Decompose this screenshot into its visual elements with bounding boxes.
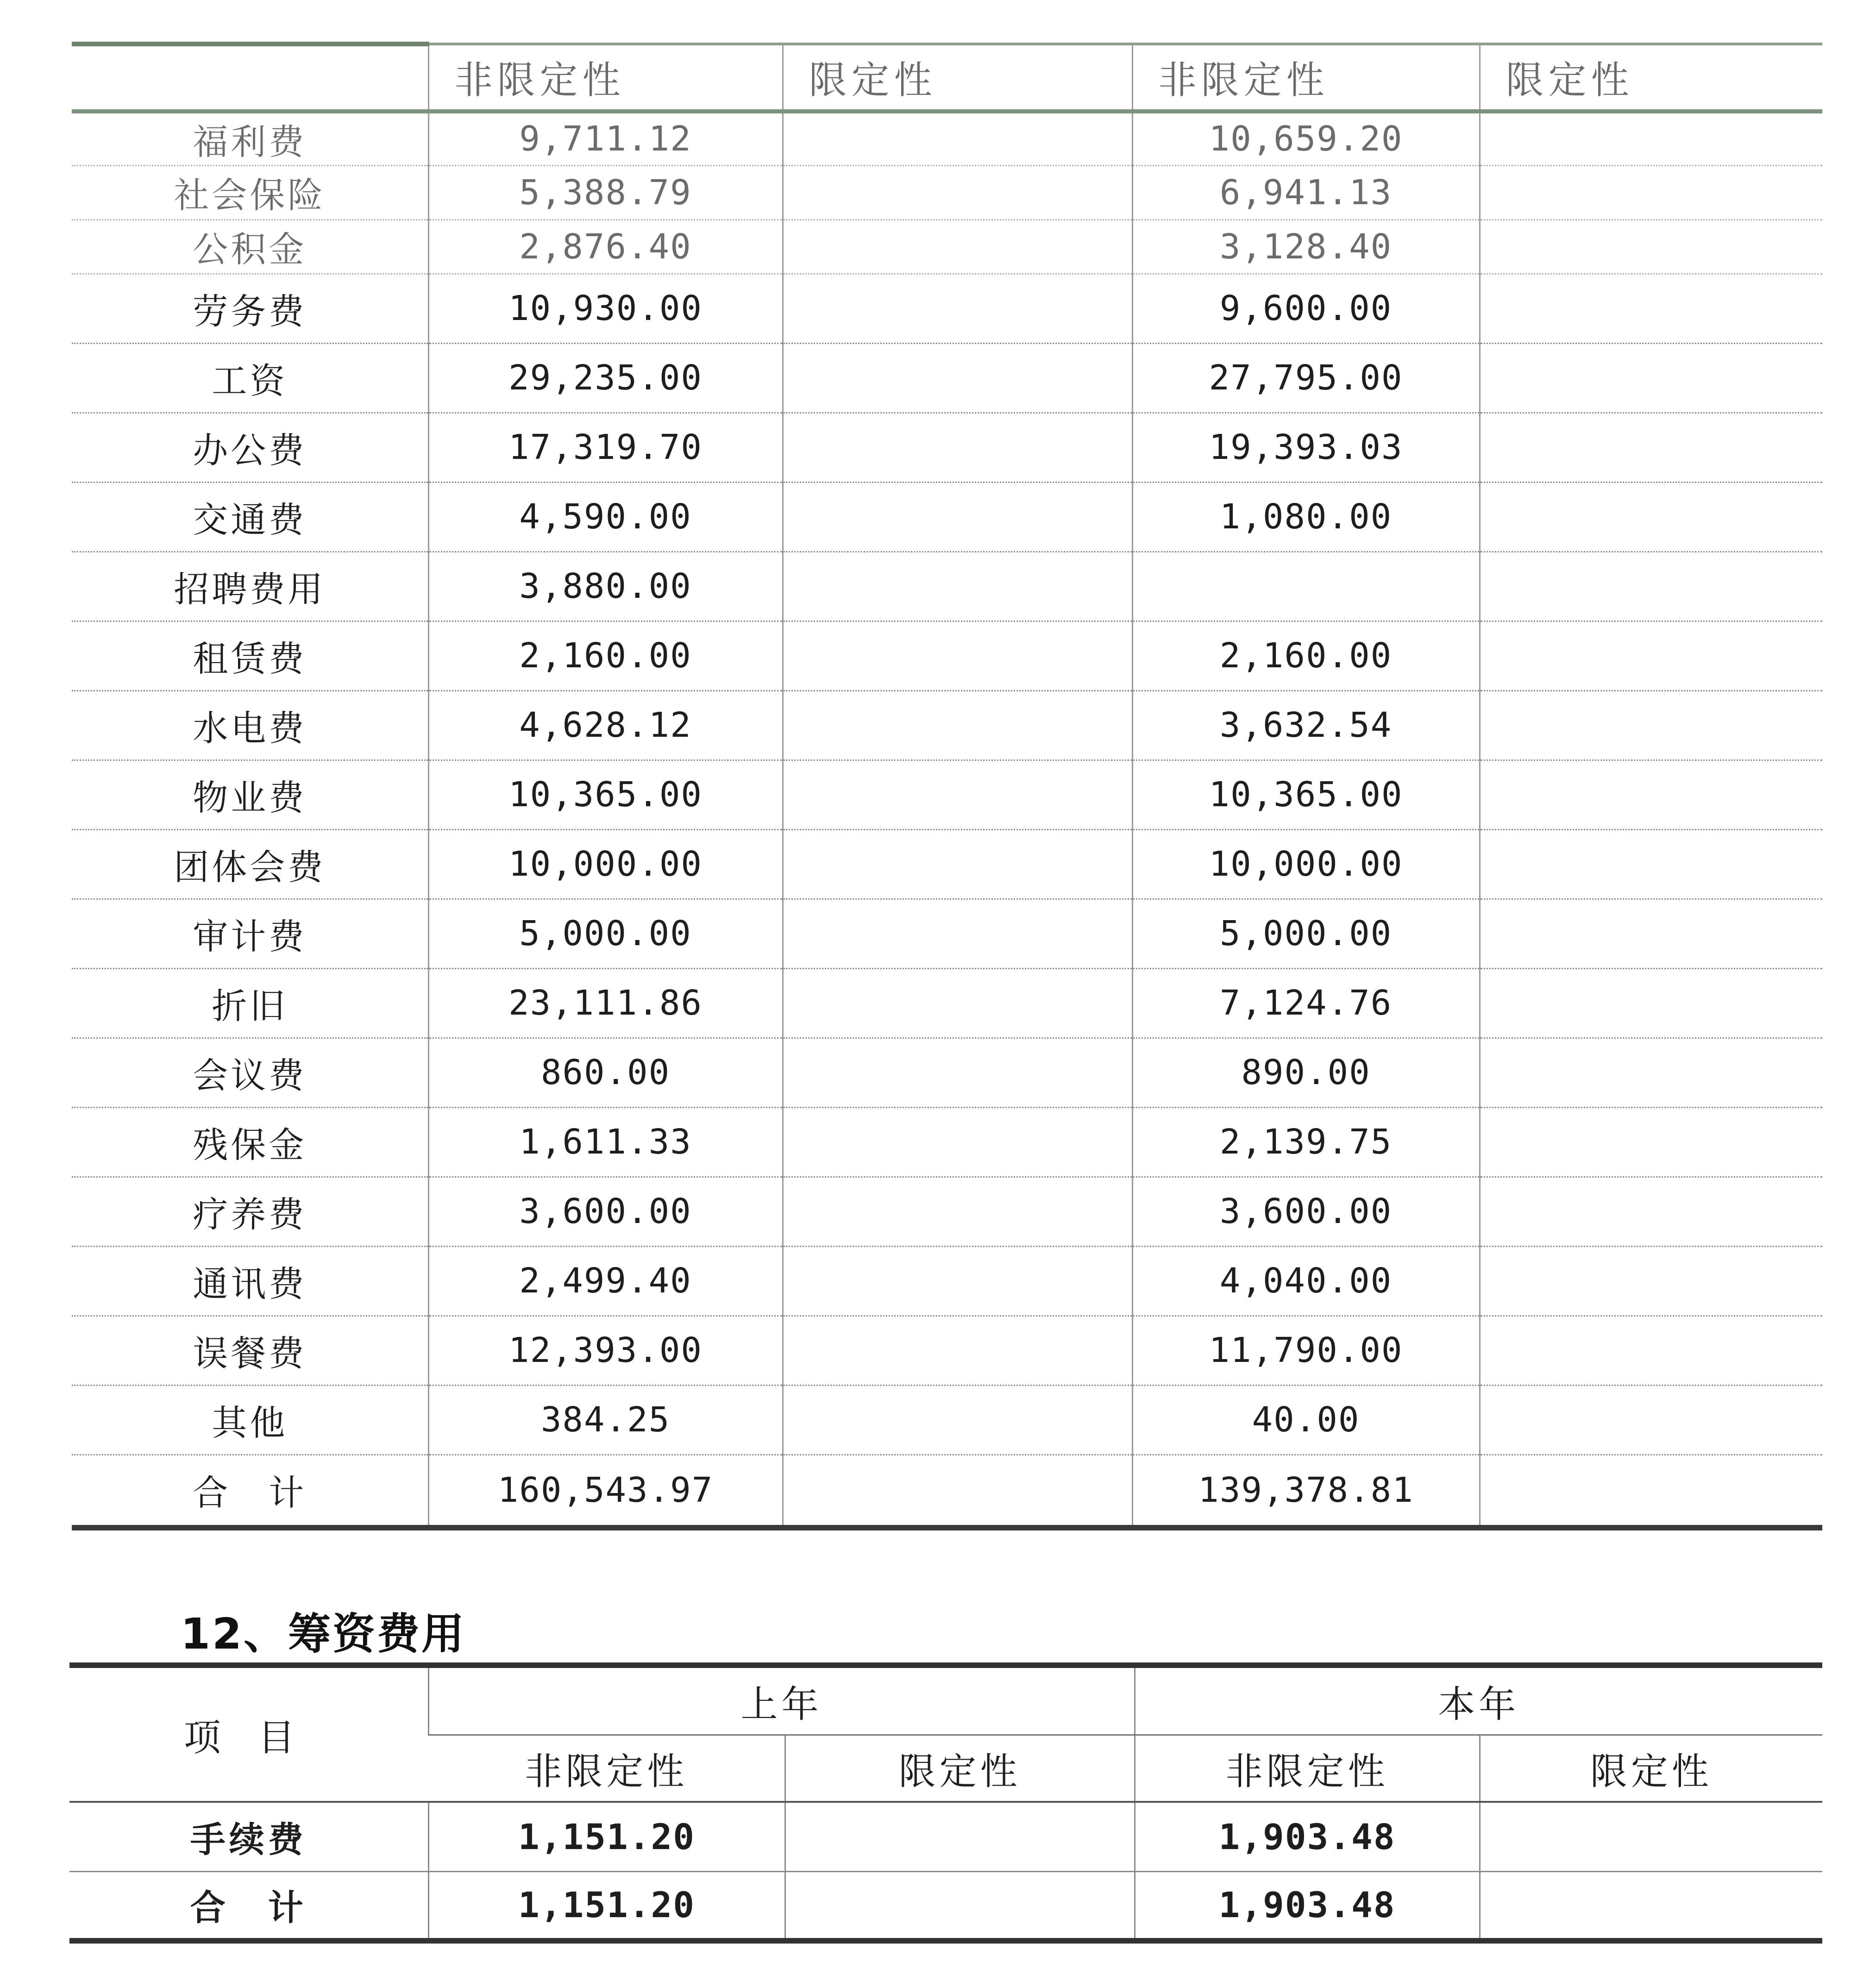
row-item-label: 通讯费 — [72, 1246, 428, 1316]
prev-restricted-value — [783, 165, 1132, 219]
prev-unrestricted-value: 3,600.00 — [428, 1177, 783, 1246]
row-item-label: 团体会费 — [72, 829, 428, 899]
item-header-cell — [72, 44, 428, 111]
prev-restricted-value — [783, 111, 1132, 165]
curr-restricted-value — [1480, 1455, 1822, 1528]
prev-unrestricted-value: 1,611.33 — [428, 1107, 783, 1177]
curr-unrestricted-value: 2,139.75 — [1132, 1107, 1480, 1177]
curr-restricted-value — [1480, 219, 1822, 274]
prev-unrestricted-header: 非限定性 — [428, 1735, 785, 1802]
prev-unrestricted-value: 4,628.12 — [428, 690, 783, 760]
prev-unrestricted-value: 10,930.00 — [428, 274, 783, 343]
prev-restricted-value — [783, 829, 1132, 899]
table-row — [72, 899, 1822, 968]
curr-restricted-value — [1480, 899, 1822, 968]
prev-restricted-value — [783, 482, 1132, 552]
prev-unrestricted-value: 17,319.70 — [428, 413, 783, 482]
curr-unrestricted-header: 非限定性 — [1132, 44, 1480, 111]
curr-unrestricted-value: 139,378.81 — [1132, 1455, 1480, 1528]
curr-unrestricted-value: 2,160.00 — [1132, 621, 1480, 690]
prev-restricted-value — [783, 413, 1132, 482]
expense-detail-table — [72, 42, 1822, 1530]
financing-table-body — [69, 1802, 1822, 1941]
curr-restricted-value — [1480, 1385, 1822, 1455]
curr-unrestricted-value: 890.00 — [1132, 1038, 1480, 1107]
table-row — [72, 690, 1822, 760]
curr-restricted-value — [1480, 968, 1822, 1038]
total-row — [69, 1871, 1822, 1941]
prev-unrestricted-value: 4,590.00 — [428, 482, 783, 552]
curr-unrestricted-value: 11,790.00 — [1132, 1316, 1480, 1385]
row-item-label: 合 计 — [190, 1887, 307, 1929]
curr-unrestricted-value: 1,903.48 — [1135, 1802, 1480, 1871]
curr-restricted-value — [1480, 621, 1822, 690]
row-item-label: 残保金 — [72, 1107, 428, 1177]
row-item-label: 社会保险 — [72, 165, 428, 219]
row-item-label: 工资 — [72, 343, 428, 413]
curr-restricted-value — [1480, 1038, 1822, 1107]
table-row — [72, 1316, 1822, 1385]
curr-restricted-value — [1480, 1871, 1822, 1941]
row-item-label: 公积金 — [72, 219, 428, 274]
curr-restricted-value — [1480, 343, 1822, 413]
prev-restricted-value — [783, 219, 1132, 274]
prev-unrestricted-value: 9,711.12 — [428, 111, 783, 165]
expense-table-body — [72, 111, 1822, 1528]
curr-unrestricted-value: 27,795.00 — [1132, 343, 1480, 413]
curr-restricted-value — [1480, 274, 1822, 343]
row-item-label: 折旧 — [72, 968, 428, 1038]
table-row — [72, 552, 1822, 621]
prev-restricted-value — [783, 1385, 1132, 1455]
prev-unrestricted-value: 160,543.97 — [428, 1455, 783, 1528]
row-item-label: 劳务费 — [72, 274, 428, 343]
table-row — [72, 1246, 1822, 1316]
curr-restricted-value — [1480, 829, 1822, 899]
prev-restricted-value — [783, 1246, 1132, 1316]
table-row — [72, 1038, 1822, 1107]
table-header-row — [69, 1665, 1822, 1735]
table-row — [72, 1107, 1822, 1177]
prev-restricted-header: 限定性 — [783, 44, 1132, 111]
row-item-label: 疗养费 — [72, 1177, 428, 1246]
prev-unrestricted-value: 12,393.00 — [428, 1316, 783, 1385]
curr-unrestricted-value: 6,941.13 — [1132, 165, 1480, 219]
prev-unrestricted-value: 384.25 — [428, 1385, 783, 1455]
curr-unrestricted-value: 3,600.00 — [1132, 1177, 1480, 1246]
curr-restricted-value — [1480, 482, 1822, 552]
curr-unrestricted-value: 7,124.76 — [1132, 968, 1480, 1038]
prev-restricted-value — [785, 1871, 1135, 1941]
section-title: 12、筹资费用 — [181, 1609, 466, 1659]
curr-unrestricted-value: 1,903.48 — [1135, 1871, 1480, 1941]
curr-restricted-value — [1480, 1246, 1822, 1316]
prev-unrestricted-value: 23,111.86 — [428, 968, 783, 1038]
prev-restricted-value — [783, 1038, 1132, 1107]
prev-unrestricted-value: 2,160.00 — [428, 621, 783, 690]
curr-unrestricted-value: 10,000.00 — [1132, 829, 1480, 899]
prev-unrestricted-value: 5,388.79 — [428, 165, 783, 219]
row-item-label: 误餐费 — [72, 1316, 428, 1385]
prev-restricted-value — [783, 968, 1132, 1038]
financing-expense-table — [69, 1662, 1822, 1944]
curr-unrestricted-value: 3,128.40 — [1132, 219, 1480, 274]
prev-unrestricted-value: 2,876.40 — [428, 219, 783, 274]
curr-restricted-value — [1480, 1316, 1822, 1385]
curr-unrestricted-value: 1,080.00 — [1132, 482, 1480, 552]
prev-unrestricted-value: 1,151.20 — [428, 1871, 785, 1941]
row-item-label: 合 计 — [72, 1455, 428, 1528]
curr-restricted-value — [1480, 1107, 1822, 1177]
row-item-label: 审计费 — [72, 899, 428, 968]
table-row — [72, 829, 1822, 899]
item-header-cell: 项目 — [69, 1665, 428, 1802]
prev-unrestricted-value: 5,000.00 — [428, 899, 783, 968]
table-header-row — [72, 44, 1822, 111]
table-row — [72, 274, 1822, 343]
table-row — [72, 621, 1822, 690]
table-row — [72, 1177, 1822, 1246]
curr-restricted-value — [1480, 413, 1822, 482]
prev-unrestricted-value: 10,365.00 — [428, 760, 783, 829]
prev-unrestricted-value: 10,000.00 — [428, 829, 783, 899]
total-row — [72, 1455, 1822, 1528]
curr-restricted-value — [1480, 690, 1822, 760]
row-item-label: 其他 — [72, 1385, 428, 1455]
table-row — [72, 413, 1822, 482]
curr-restricted-value — [1480, 552, 1822, 621]
prev-unrestricted-value: 1,151.20 — [428, 1802, 785, 1871]
prev-restricted-value — [783, 1177, 1132, 1246]
curr-unrestricted-header: 非限定性 — [1135, 1735, 1480, 1802]
table-row — [72, 760, 1822, 829]
prev-restricted-value — [783, 899, 1132, 968]
row-item-label: 会议费 — [72, 1038, 428, 1107]
prev-restricted-value — [783, 1316, 1132, 1385]
prev-unrestricted-value: 3,880.00 — [428, 552, 783, 621]
curr-unrestricted-value: 9,600.00 — [1132, 274, 1480, 343]
prev-restricted-value — [783, 690, 1132, 760]
row-item-label: 办公费 — [72, 413, 428, 482]
prev-restricted-value — [783, 1455, 1132, 1528]
table-row — [72, 1385, 1822, 1455]
table-row — [72, 111, 1822, 165]
curr-restricted-value — [1480, 1177, 1822, 1246]
curr-restricted-value — [1480, 111, 1822, 165]
curr-unrestricted-value: 40.00 — [1132, 1385, 1480, 1455]
curr-unrestricted-value: 4,040.00 — [1132, 1246, 1480, 1316]
table-row — [72, 343, 1822, 413]
prev-restricted-value — [783, 552, 1132, 621]
curr-restricted-value — [1480, 1802, 1822, 1871]
table-row — [69, 1802, 1822, 1871]
curr-unrestricted-value: 10,659.20 — [1132, 111, 1480, 165]
prev-restricted-value — [785, 1802, 1135, 1871]
row-item-label: 水电费 — [72, 690, 428, 760]
curr-unrestricted-value: 5,000.00 — [1132, 899, 1480, 968]
row-item-label: 交通费 — [72, 482, 428, 552]
prev-restricted-value — [783, 1107, 1132, 1177]
prev-unrestricted-value: 860.00 — [428, 1038, 783, 1107]
table-row — [72, 968, 1822, 1038]
row-item-label: 物业费 — [72, 760, 428, 829]
prev-unrestricted-value: 2,499.40 — [428, 1246, 783, 1316]
row-item-label: 福利费 — [72, 111, 428, 165]
row-item-label: 手续费 — [69, 1802, 428, 1871]
prev-year-header: 上年 — [428, 1665, 1135, 1735]
table-row — [72, 219, 1822, 274]
row-item-label: 招聘费用 — [72, 552, 428, 621]
curr-restricted-value — [1480, 760, 1822, 829]
prev-unrestricted-value: 29,235.00 — [428, 343, 783, 413]
curr-restricted-header: 限定性 — [1480, 1735, 1822, 1802]
table-row — [72, 165, 1822, 219]
prev-restricted-value — [783, 760, 1132, 829]
prev-unrestricted-header: 非限定性 — [428, 44, 783, 111]
prev-restricted-header: 限定性 — [785, 1735, 1135, 1802]
prev-restricted-value — [783, 274, 1132, 343]
curr-restricted-value — [1480, 165, 1822, 219]
curr-unrestricted-value — [1132, 552, 1480, 621]
table-row — [72, 482, 1822, 552]
curr-restricted-header: 限定性 — [1480, 44, 1822, 111]
curr-unrestricted-value: 10,365.00 — [1132, 760, 1480, 829]
prev-restricted-value — [783, 343, 1132, 413]
curr-unrestricted-value: 3,632.54 — [1132, 690, 1480, 760]
prev-restricted-value — [783, 621, 1132, 690]
curr-unrestricted-value: 19,393.03 — [1132, 413, 1480, 482]
row-item-label: 租赁费 — [72, 621, 428, 690]
curr-year-header: 本年 — [1135, 1665, 1822, 1735]
